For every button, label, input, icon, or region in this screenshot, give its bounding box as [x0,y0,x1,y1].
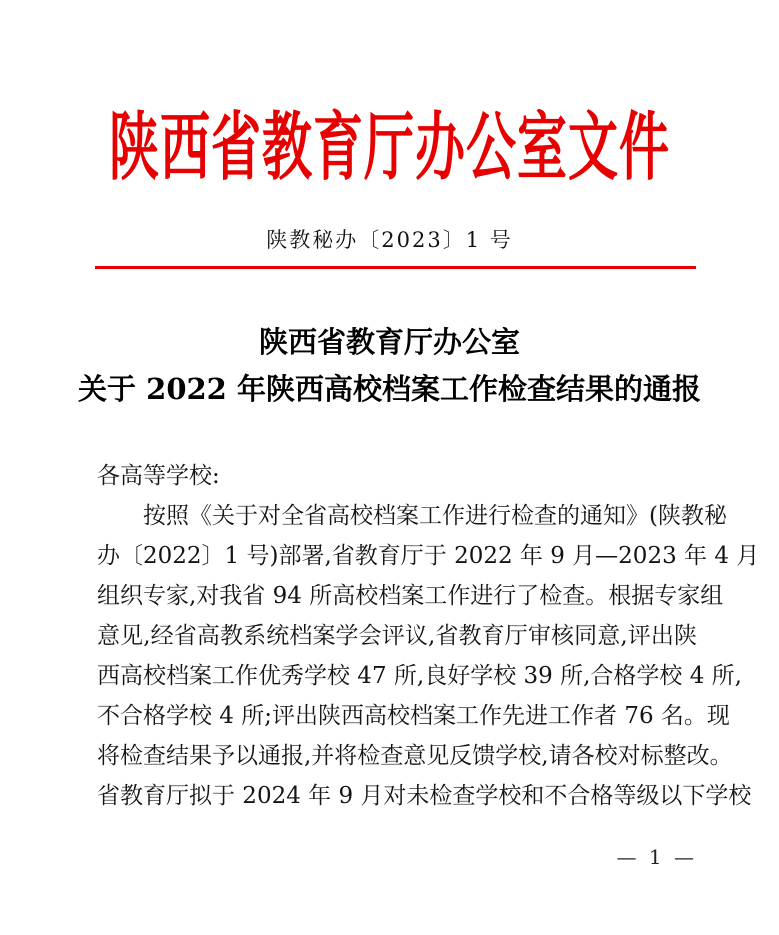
body-text [97,456,760,816]
banner [0,88,779,191]
body-line: 将检查结果予以通报,并将检查意见反馈学校,请各校对标整改。 [97,743,733,769]
body-line: 省教育厅拟于 2024 年 9 月对未检查学校和不合格等级以下学校 [97,783,752,809]
banner-title: 陕西省教育厅办公室文件 [109,102,670,191]
body-line: 意见,经省高教系统档案学会评议,省教育厅审核同意,评出陕 [97,623,697,649]
body-line: 办〔2022〕1 号)部署,省教育厅于 2022 年 9 月—2023 年 4 月 [97,543,760,569]
body-line: 不合格学校 4 所;评出陕西高校档案工作先进工作者 76 名。现 [97,703,730,729]
doc-title-line2: 关于 2022 年陕西高校档案工作检查结果的通报 [78,372,701,406]
doc-number: 陕教秘办〔2023〕1 号 [266,228,513,252]
red-divider [95,266,696,269]
salutation: 各高等学校: [97,463,220,489]
doc-title-line1: 陕西省教育厅办公室 [258,325,520,359]
page-number: — 1 — [616,845,697,869]
body-line: 西高校档案工作优秀学校 47 所,良好学校 39 所,合格学校 4 所, [97,663,742,689]
body-line: 按照《关于对全省高校档案工作进行检查的通知》(陕教秘 [143,503,727,529]
body-line: 组织专家,对我省 94 所高校档案工作进行了检查。根据专家组 [97,583,724,609]
